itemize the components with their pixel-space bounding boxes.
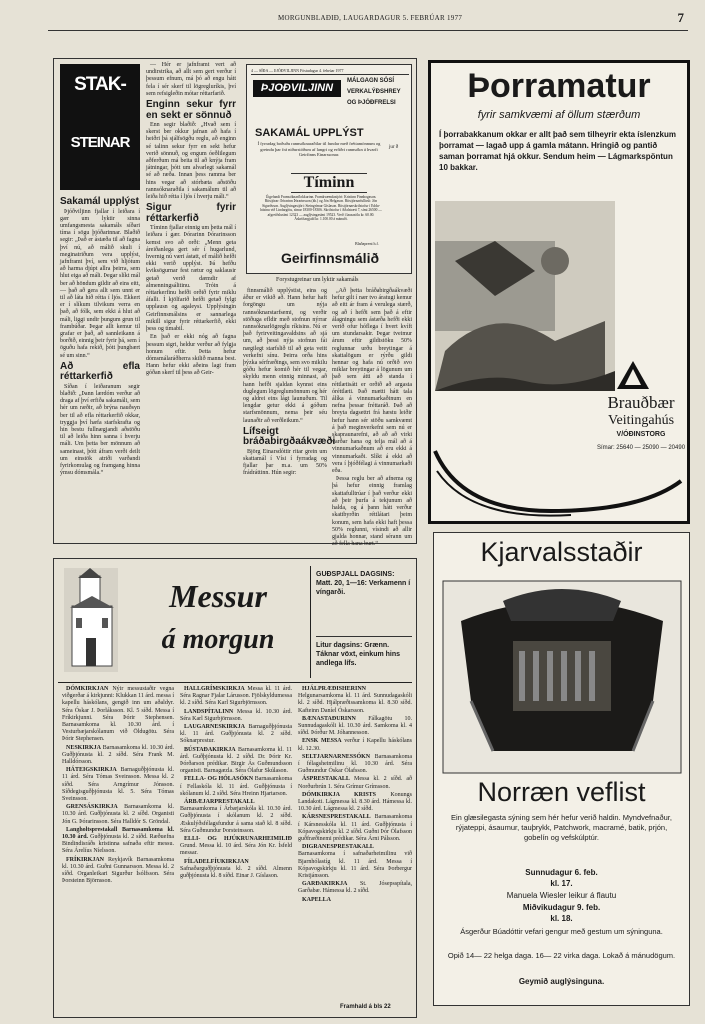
- clipping-masthead: ÞJOÐVILJINN: [253, 80, 341, 97]
- exhibition-description: Ein glæsilegasta sýning sem hér hefur verið haldin. Myndvefnaður, rýjateppi, ásaumur, tauþrykk, Patchwork, macramé, batik, prjón, gobelín og vefskúlptúr.: [451, 813, 672, 842]
- paragraph: Enn segir blaðið: „Hvað sem í skerst ber okkur jafnan að hafa í heiðri þá sjálfsögðu reglu, að enginn sé talinn sekur fyrr en sekt hefur verið sönnuð, og engum óeðlilegum aðferðum má beita til að knýja fram játningar, þótt um alvarlegt sakamál sé að ræða. Innan þess ramma ber hins vegar að stórbæta aðstöðu rannsóknaraðila í sakamálum til að leiða hið rétta í ljós í hverju máli.“: [146, 122, 236, 201]
- paragraph: „Að þetta bráðabirgðaákvæði hefur gilt í nær tvo áratugi kemur að eitt ár fram á verulega stærð, og að í hefði sem það á eftir álagningu sem ástæða hefði ekki verið ofur hóflega í hvert kvíft um stundarsakir. Þegar tveimur árum eftir gildistöku 50% reglunnar urðu breytingar á skattalögum er rýrðu gildi hennar og hafa nú orðið svo miklar breytingar á lögunum um það sem átti að standa í réttlætisátt er orðið að argasta óréttlæti. Það mætti hátt tala álíka á vinnumarkaðinum en nefna þessar fréttaráð. Það að breyta dagsettri frá hæstu leiðir hefur hann sér stöðu samkvæmt á það meginverkefni sem nú er skapraunarefni, að að að virki varðar hana og telja mál að á vinnumarkaðnum að eru ekki á vinnumarkaði. Slíkt á ekki að vera í þjóðfélagi á vinnumarkaði eða.: [332, 288, 412, 475]
- paragraph: — Hér er jafnframt vert að undirstrika, að allt sem gert verður í þessum efnum, má þó að engu hátt fela í sér skerf til lögregluríkis, því sem refsigleðin mótar réttarfarið.: [146, 62, 236, 97]
- church-listing: FÍLADELFÍUKIRKJAN Safnaðarguðþjónusta kl. 2 síðd. Almenn guðþjónusta kl. 8 síðd. Einar J. Gíslason.: [180, 858, 292, 880]
- church-listing: BÚSTAÐAKIRKJA Barnasamkoma kl. 11 árd. Guðþjónusta kl. 2 síðd. Dr. Þórir Kr. Þórðarson prédikar. Birgir Ás Guðmundsson organisti. Barnagæzla. Séra Ólafur Skúlason.: [180, 746, 292, 775]
- church-listing: KÁRSNESPRESTAKALL Barnasamkoma í Kársnesskóla kl. 11 árd. Guðþjónusta í Kópavogskirkju kl. 2 síðd. Guðni Þór Ólafsson guðfræðinemi prédikar. Séra Árni Pálsson.: [298, 814, 412, 843]
- paragraph: finnsmálið upplýstist, eins og áður er vikið að. Hann hefur haft forgöngu um nýja rannsóknarstarfsemi, og verðir stöðuga efldir með stofnun nýrrar rannsóknarlögreglu ríkisins. Nú er það fyrirveitingavaldsins að sjá um, að þessi nýja stofnun fái nægilegt starfslið til að geta veitt verkefni sínu. Þeirra orða hins þýzka sérfræðings, sem svo mikilu góðu hefur komið hér til vegar, skyldu menn einnig minnast, að hann hefði sjaldan kynnst eins duglegum lögreglumönnum og hér og aldrei eins lágt launuðum. Til lengdar getur ekki á góðum starfsmönnum, nema þeir séu launaðir að verðleikum.“: [243, 288, 327, 424]
- church-listing: HÁTEIGSKIRKJA Barnaguðþjónusta kl. 11 árd. Séra Tómas Sveinsson. Messa kl. 2 síðd. Séra Arngrímur Jónsson. Síðdegisguðþjónusta kl. 5. Séra Tómas Sveinsson.: [62, 767, 175, 803]
- brand-phones: Símar: 25640 — 25090 — 20490: [596, 445, 686, 451]
- church-listing: Langholtsprestakall Barnasamkoma kl. 10.30 árd. Guðþjónusta kl. 2 síðd. Ræðuefna Bindindisráðs kristinna safnaða eftir messu. Séra Árelíus Níelsson.: [62, 826, 175, 855]
- messur-column-3: [298, 686, 412, 1004]
- paragraph: Síðan í leiðaranum segir blaðið: „Þann lærdóm verður að draga af því erfiða sakamáli, sem hér um ræðir, að brýna nauðsyn ber til að efla réttarkerfið okkar, tryggja því hæfa starfskrafta og hin bestu fullnægjandi aðstöðu til að leiða hinn sanna í hverju máli. Um þetta ber mönnum að sameinast, þótt áfram verði deilt um einstök atriði varðandi fyrirkomulag og framgang hinna ýmsu dómsmála.“: [60, 383, 140, 477]
- divider: [58, 682, 412, 683]
- kjarvalsstadir-ad: [433, 532, 690, 1006]
- brand-subtitle: Veitingahús: [607, 413, 675, 428]
- clipping-tagline2: VERKALÝÐSHREY: [347, 89, 401, 95]
- clipping-headline: SAKAMÁL UPPLÝST: [255, 127, 364, 139]
- messur-column-2: [180, 686, 292, 1011]
- event1-date: Sunnudagur 6. feb.: [525, 868, 598, 877]
- timinn-masthead: Tíminn: [291, 173, 367, 193]
- braudbaer-logo-icon: [613, 359, 653, 393]
- church-listing: FRÍKIRKJAN Reykjavík Barnasamkoma kl. 10.30 árd. Guðni Gunnarsson. Messa kl. 2 síðd. Organleikari Sigurður Ísólfsson. Séra Þorsteinn Björnsson.: [62, 856, 174, 885]
- paragraph: Tíminn fjallar einnig um þetta mál í leiðara í gær. Þórarinn Þórarinsson kemst svo að orði: „Menn geta áreiðanlega gert sér í hugarlund, hvernig nú væri ástatt, ef málið hefði ekki verið upplýst. Þá hefðu kviksögurnar fest rætur og saklausir getað verið dæmdir af almenningsálitinu. Tróin á réttarkerfinu hefði orðið fyrir miklu áfalli. Í kjölfarið hefði getað fylgt upplausn og agaleysi. Upplýsingin Geirfinnsmálsins er sannarlega mikill sigur fyrir réttarkerfið, ekki þess og tímabil.: [146, 225, 236, 333]
- church-listing: HJÁLPRÆÐISHERINN Helgunarsamkoma kl. 11 árd. Sunnudagaskóli kl. 2 síðd. Hjálpræðissamkoma kl. 8.30 síðd. Kafteinn Daníel Óskarsson.: [298, 686, 412, 714]
- messur-subtitle: á morgun: [161, 624, 275, 655]
- clipping-side: jur ð: [389, 145, 399, 150]
- paragraph: Þessa reglu ber að afnema og þá hefur einnig framlag skattafulltrúar í það verður ekki að þeir þurfa á tekjunum að halda, og á þann hátt verður skattbyrðin réttlátari þeim konum, sem hafa ekki haft þessa 50% reglunni, vísindi að allir gjalda honnar, stand sérann um að fella hana burt.“: [332, 476, 412, 548]
- church-listing: SELTJARNARNESSÓKN Barnasamkoma í félagsheimilinu kl. 10.30 árd. Séra Guðmundur Óskar Ólafsson.: [298, 753, 412, 775]
- continued-note: Framhald á bls 22: [340, 1004, 391, 1010]
- brand-name: Brauðbær: [607, 393, 675, 412]
- column-b: [146, 62, 236, 540]
- tapestry-image: [443, 581, 681, 773]
- paragraph: Þjóðviljinn fjallar í leiðara í gær um lyktir sinna umfangsmesta sakamáls síðari tíma í sögu þjóðarinnar. Blaðið segir: „Það er ástæða til að fagna því nú, að málið skuli í meginatriðum vera upplýst, jafnframt því, sem við hljótum að harma djúpt allra þeirra, sem hlut eiga að máli. Þegar slíkt mál ber að höndum gildir að eins eitt, — það að gera allt sem unnt er til að láta hið rétta í ljós. Ekkert er í slíkum tilvikum verra en það, að fólk, sem ekki á hlut að máli, liggi undir þungum grun til frambúðar. Þegar allt kemur til grafar er það, að sannleikann á borðið, einnig þeir fyrir þá, sem í öguðu hafa rekið, þótt þungbært sé um sinn.“: [60, 208, 140, 359]
- church-listing: ÁRBÆJARPRESTAKALL Barnasamkoma í Árbæjarskóla kl. 10.30 árd. Guðþjónusta í skólanum kl. 2 síðd. Æskulýðsfélagsfundur á sama stað kl. 8 síðd. Séra Guðmundur Þorsteinsson.: [180, 799, 292, 834]
- timinn-info: Útgefandi Framsóknarflokkurinn. Framkvæmdastjóri: Kristinn Finnbogason. Ritstjórar: Þórarinn Þórarinsson (áb.) og Jón Helgason. Ritstjórnarfulltrúi: Jón Sigurðsson. Auglýsingastjóri: Steingrímur Gíslason. Ritstjórnarskrifstofur í Eddu-húsinu við Lindargötu, símar 18300-18306. Skrifstofur í Aðalstræti 7, sími 26500 — afgreiðslusími 12323 — auglýsingasími 19523. Verð í lausasölu kr. 60.00. Áskriftargjald kr. 1.100.00 á mánuði.: [260, 195, 382, 222]
- church-listing: ÁSPRESTAKALL Messa kl. 2 síðd. að Norðurbrún 1. Séra Grímur Grímsson.: [298, 776, 413, 790]
- winter-scene-illustration: [435, 201, 615, 391]
- brand-location: V/ÓÐINSTORG: [616, 431, 666, 438]
- paragraph: Björg Einarsdóttir ritar grein um skattamál í Vísi í fyrradag og fjallar þar m.a. um 50% frádráttinn. Hún segir:: [243, 448, 327, 477]
- newspaper-clipping: [246, 64, 412, 274]
- event1-desc: Manuela Wiesler leikur á flautu: [506, 891, 617, 900]
- thorramatur-ad: [428, 60, 690, 524]
- column-a: [60, 195, 140, 540]
- event2-desc: Ásgerður Búadóttir vefari gengur með gestum um sýninguna.: [460, 927, 663, 936]
- clipping-tagline1: MÁLGAGN SÓSÍ: [347, 78, 395, 84]
- heading-lifseigt: Lífseigt bráðabirgðaákvæði: [243, 425, 336, 448]
- church-listing: GARÐAKIRKJA St. Jósepsspítala, Garðabæ. Hámessa kl. 2 síðd.: [298, 881, 412, 895]
- church-listing: BÆNASTAÐURINN Fálkagötu 10. Sunnudagaskóli kl. 10.30 árd. Samkoma kl. 4 síðd. Þórður M. Jóhannesson.: [298, 715, 412, 737]
- geirfinnsmal-banner: [252, 247, 408, 269]
- litur-box: Litur dagsins: Grænn. Táknar vöxt, einkum hins andlega lífs.: [316, 636, 412, 668]
- heading-efla: Að efla réttarkerfið: [60, 360, 140, 383]
- staksteinar-logo-line2: STEINAR: [70, 134, 130, 151]
- clipping-lead: Í fyrradag boðuðu rannsóknaraðilar til fundar með fréttamönnum og greindu þar frá niðurstöðum af langri og erfiðri rannsókn á hvarfi Geirfinns Einarssonar.: [257, 141, 381, 157]
- church-listing: DÓMKIRKJA KRISTS Konungs Landakoti. Lágmessa kl. 8.30 árd. Hámessa kl. 10.30 árd. Lágmessa kl. 2 síðd.: [298, 791, 412, 813]
- messur-column-1: [62, 686, 174, 1011]
- church-listing: ENSK MESSA verður í Kapellu háskólans kl. 12.30.: [298, 738, 413, 752]
- church-listing: NESKIRKJA Barnasamkoma kl. 10.30 árd. Guðþjónusta kl. 2 síðd. Séra Frank M. Halldórsson.: [62, 744, 175, 766]
- messur-title: Messur: [169, 578, 267, 614]
- church-listing: FELLA- OG HÓLASÓKN Barnasamkoma í Fellaskóla kl. 11 árd. Guðþjónusta í skólanum kl. 2 síðd. Séra Hreinn Hjartarson.: [180, 776, 293, 797]
- church-listing: DÓMKIRKJAN Nýir messustaðir vegna viðgerðar á kirkjunni: Klukkan 11 árd. messa í kapellu háskólans, gengið inn um aðaldyr. Séra Óskar J. Þorláksson. Kl. 5 síðd. Messa í Fríkirkjunni. Séra Þórir Stephensen. Barnasamkoma kl. 10.30 árd. í Vesturbæjarskólanum við Öldugötu. Séra Þórir Stephensen.: [62, 686, 174, 743]
- opening-hours: Opið 14— 22 helga daga. 16— 22 virka daga. Lokað á mánudögum.: [447, 951, 676, 960]
- clipping-caption: Forystugreinar um lyktir sakamáls: [276, 277, 359, 283]
- clipping-strip: 4 — SÍÐA — ÞJÓÐVILJINN Föstudagur 4. febrúar 1977: [251, 68, 409, 75]
- timinn-printer: Blaðaprent h.f.: [355, 241, 379, 246]
- heading-enginn: Enginn sekur fyrr en sekt er sönnuð: [146, 99, 236, 121]
- church-listing: LANDSPÍTALINN Messa kl. 10.30 árd. Séra Karl Sigurbjörnsson.: [180, 708, 292, 722]
- church-listing: LAUGARNESKIRKJA Barnaguðþjónusta kl. 11 árd. Guðþjónusta kl. 2 síðd. Sóknarprestur.: [180, 724, 292, 745]
- divider: [310, 566, 311, 678]
- staksteinar-logo: [60, 64, 140, 190]
- church-icon: [64, 568, 118, 672]
- column-d: [332, 288, 412, 548]
- page-number: 7: [677, 10, 684, 25]
- keep-ad-note: Geymið auglýsinguna.: [518, 977, 605, 986]
- event1-time: kl. 17.: [550, 879, 573, 888]
- ad-body: Í þorrabakkanum okkar er allt það sem tilheyrir ekta íslenzkum þorramat — lagað upp á gamla mátann. Hringið og pantið saman þorramat hjá okkur. Sendum heim — Lágmarkspöntun 10 bakkar.: [439, 130, 676, 172]
- church-listing: GRENSÁSKIRKJA Barnasamkoma kl. 10.30 árd. Guðþjónusta kl. 2 síðd. Organisti Jón G. Þórarinsson. Séra Halldór S. Gröndal.: [62, 804, 174, 825]
- event2-time: kl. 18.: [550, 914, 573, 923]
- paragraph: En það er ekki nóg að fagna þessum sigri, heldur verður að fylgja honum eftir. Þetta hefur dómsmálaráðherra skilið manna best. Hann hefur ekki aðeins lagt fram góðan skerf til þess að Geir-: [146, 334, 236, 377]
- newspaper-title: MORGUNBLAÐIÐ, LAUGARDAGUR 5. FEBRÚAR 1977: [278, 14, 463, 22]
- kjarval-title: Kjarvalsstaðir: [480, 537, 643, 567]
- exhibition-title: Norræn veflist: [477, 777, 646, 807]
- ad-subtitle: fyrir samkvæmi af öllum stærðum: [477, 109, 641, 121]
- church-listing: ELLI- OG HJÚKRUNARHEIMILIÐ Grund. Messa kl. 10 árd. Séra Jón Kr. Ísfeld messar.: [180, 836, 292, 857]
- church-listing: HALLGRÍMSKIRKJA Messa kl. 11 árd. Séra Ragnar Fjalar Lárusson. Fjölskyldumessa kl. 2 síðd. Séra Karl Sigurbjörnsson.: [180, 686, 292, 707]
- ad-title: Þorramatur: [467, 67, 651, 105]
- column-c: [243, 288, 336, 540]
- geirfinnsmal-title: Geirfinnsmálið: [280, 250, 380, 266]
- clipping-tagline3: OG ÞJÓÐFRELSI: [347, 100, 396, 106]
- page-header: [48, 10, 688, 31]
- heading-sigur: Sigur fyrir réttarkerfið: [146, 202, 236, 224]
- heading-sakamal: Sakamál upplýst: [60, 196, 139, 207]
- gudspjall-box: GUÐSPJALL DAGSINS: Matt. 20, 1—16: Verkamenn í víngarði.: [316, 571, 411, 596]
- staksteinar-logo-line1: STAK-: [74, 74, 126, 95]
- scroll-border-decoration: [431, 441, 687, 521]
- church-listing: DIGRANESPRESTAKALL Barnasamkoma í safnaðarheimilinu við Bjarnhólastíg kl. 11 árd. Messa í Kópavogskirkju kl. 11 árd. Séra Þorbergur Kristjánsson.: [298, 844, 412, 880]
- church-listing: KAPELLA: [302, 896, 332, 903]
- event2-date: Miðvikudagur 9. feb.: [522, 903, 601, 912]
